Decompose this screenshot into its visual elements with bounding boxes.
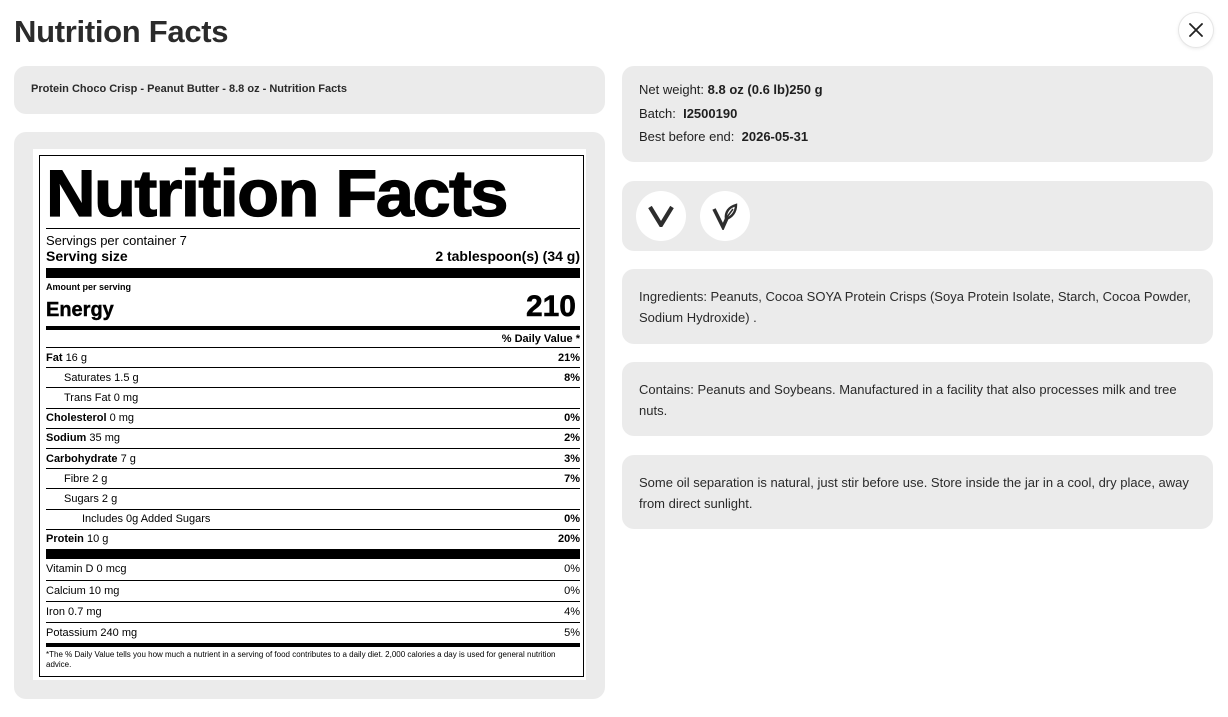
nutrition-label bbox=[33, 149, 586, 680]
net-weight-label: Net weight: bbox=[639, 82, 705, 97]
product-details-card bbox=[622, 66, 1213, 162]
dietary-badges-card bbox=[622, 181, 1213, 251]
vitamin-name: Iron 0.7 mg bbox=[46, 605, 102, 618]
energy-value: 210 bbox=[525, 290, 576, 323]
nutrient-daily-value: 20% bbox=[557, 533, 580, 546]
product-name-card bbox=[14, 66, 605, 114]
close-button[interactable] bbox=[1179, 13, 1213, 47]
nutrient-name: Fat 16 g bbox=[46, 351, 87, 364]
nutrient-name: Fibre 2 g bbox=[64, 472, 108, 485]
storage-text: Some oil separation is natural, just stir before use. Store inside the jar in a cool, dry place, away from direct sunlight. bbox=[639, 475, 1189, 511]
nutrient-daily-value: 2% bbox=[564, 432, 580, 445]
best-before-label: Best before end: bbox=[639, 129, 735, 144]
daily-value-header: % Daily Value * bbox=[501, 333, 580, 345]
nutrient-row bbox=[46, 509, 580, 529]
nutrient-row bbox=[46, 488, 580, 508]
nutrient-row bbox=[46, 347, 580, 367]
close-icon[interactable] bbox=[1189, 23, 1203, 37]
energy-label: Energy bbox=[46, 299, 114, 321]
allergens-card bbox=[622, 362, 1213, 436]
nutrient-daily-value: 3% bbox=[564, 452, 580, 465]
net-weight-row bbox=[639, 82, 1196, 106]
batch-row bbox=[639, 106, 1196, 130]
vitamin-name: Potassium 240 mg bbox=[46, 626, 138, 639]
best-before-row bbox=[639, 129, 1196, 153]
nutrient-name: Saturates 1.5 g bbox=[64, 371, 139, 384]
vitamin-row bbox=[46, 601, 580, 622]
nutrient-daily-value: 21% bbox=[557, 351, 580, 364]
ingredients-card bbox=[622, 269, 1213, 344]
daily-value-footnote: *The % Daily Value tells you how much a nutrient in a serving of food contributes to a daily diet. 2,000 calories a day is used for general nutrition advice. bbox=[46, 649, 556, 670]
nutrient-row bbox=[46, 408, 580, 428]
nutrient-name: Trans Fat 0 mg bbox=[64, 391, 139, 404]
nutrition-label-card bbox=[14, 132, 605, 699]
nutrient-daily-value: 7% bbox=[564, 472, 580, 485]
divider-thick bbox=[46, 268, 580, 278]
energy-row bbox=[46, 292, 580, 322]
storage-card bbox=[622, 455, 1213, 529]
vitamin-list bbox=[46, 559, 580, 643]
nutrient-row bbox=[46, 448, 580, 468]
vitamin-daily-value: 4% bbox=[564, 605, 580, 618]
nutrient-name: Cholesterol 0 mg bbox=[46, 412, 135, 425]
nutrient-daily-value: 0% bbox=[564, 513, 580, 526]
nutrient-row bbox=[46, 387, 580, 407]
nutrient-name: Includes 0g Added Sugars bbox=[82, 513, 211, 526]
vitamin-daily-value: 5% bbox=[564, 626, 580, 639]
modal-title: Nutrition Facts bbox=[14, 14, 229, 49]
servings-per-container: Servings per container 7 bbox=[46, 233, 187, 248]
amount-per-serving: Amount per serving bbox=[46, 282, 132, 292]
batch-label: Batch: bbox=[639, 105, 676, 121]
nutrient-name: Sugars 2 g bbox=[64, 492, 118, 505]
ingredients-text: Ingredients: Peanuts, Cocoa SOYA Protein Crisps (Soya Protein Isolate, Starch, Cocoa Powder, Sodium Hydroxide) . bbox=[639, 289, 1191, 325]
product-name: Protein Choco Crisp - Peanut Butter - 8.8 oz - Nutrition Facts bbox=[31, 83, 347, 95]
nutrient-name: Carbohydrate 7 g bbox=[46, 452, 136, 465]
batch-value: I2500190 bbox=[683, 105, 738, 121]
nutrient-row bbox=[46, 367, 580, 387]
nutrient-list bbox=[46, 347, 580, 549]
serving-size-value: 2 tablespoon(s) (34 g) bbox=[435, 248, 580, 264]
vitamin-row bbox=[46, 622, 580, 643]
nutrient-name: Sodium 35 mg bbox=[46, 432, 120, 445]
vitamin-name: Calcium 10 mg bbox=[46, 584, 120, 597]
vitamin-row bbox=[46, 559, 580, 580]
nutrient-row bbox=[46, 428, 580, 448]
best-before-value: 2026-05-31 bbox=[741, 129, 809, 144]
divider-thick bbox=[46, 549, 580, 559]
vegan-leaf-v-icon bbox=[711, 202, 739, 230]
net-weight-value: 8.8 oz (0.6 lb)250 g bbox=[707, 82, 823, 97]
allergens-text: Contains: Peanuts and Soybeans. Manufactured in a facility that also processes milk and tree nuts. bbox=[639, 382, 1177, 418]
vegan-v-icon bbox=[648, 205, 674, 227]
vitamin-daily-value: 0% bbox=[564, 563, 580, 576]
nutrient-name: Protein 10 g bbox=[46, 533, 109, 546]
nutrient-row bbox=[46, 468, 580, 488]
vegan-badge bbox=[636, 191, 686, 241]
nutrient-daily-value: 0% bbox=[564, 412, 580, 425]
vitamin-row bbox=[46, 580, 580, 601]
vitamin-name: Vitamin D 0 mcg bbox=[46, 563, 127, 576]
serving-size-row bbox=[46, 248, 580, 264]
label-title: Nutrition Facts bbox=[46, 156, 507, 230]
serving-size-label: Serving size bbox=[46, 248, 128, 264]
vitamin-daily-value: 0% bbox=[564, 584, 580, 597]
nutrient-row bbox=[46, 529, 580, 549]
nutrient-daily-value: 8% bbox=[564, 371, 580, 384]
nutrition-facts-panel bbox=[39, 155, 584, 677]
vegetarian-badge bbox=[700, 191, 750, 241]
